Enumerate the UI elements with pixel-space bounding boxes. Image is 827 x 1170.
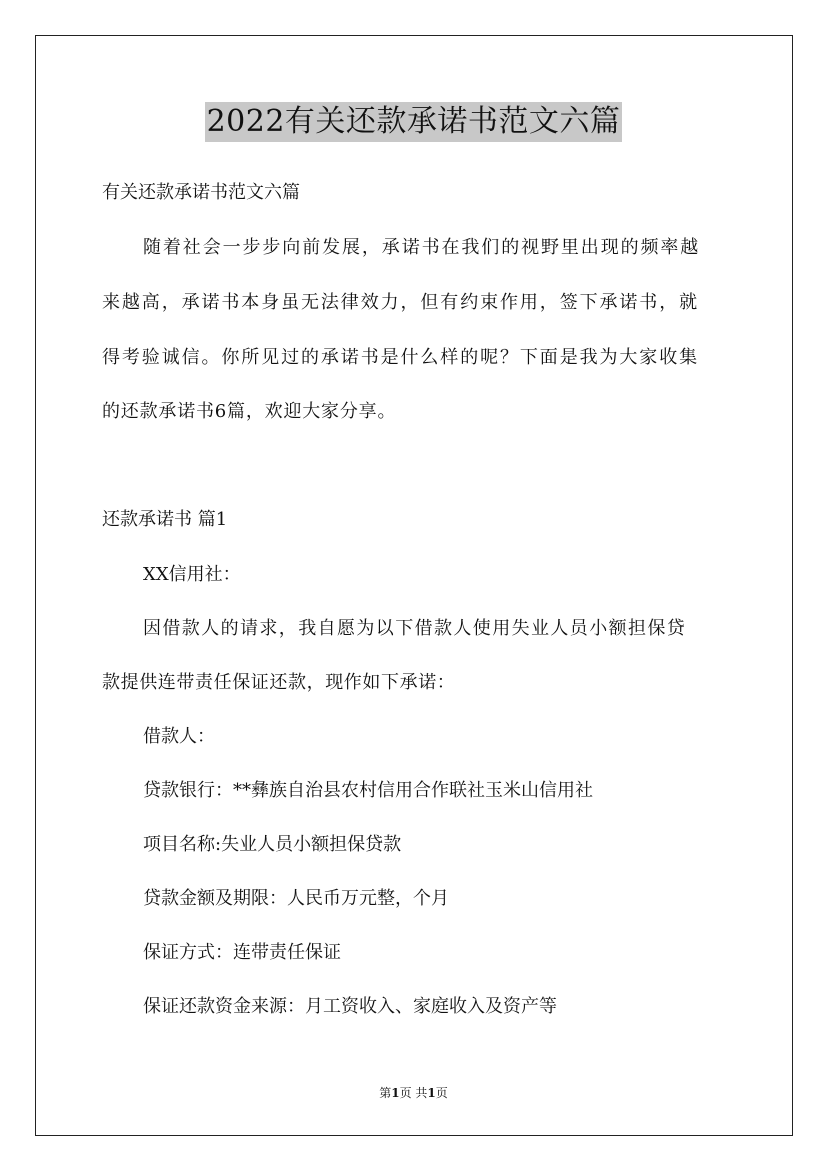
letter-addressee: XX信用社： (143, 564, 241, 585)
field-guarantee-method: 保证方式：连带责任保证 (143, 942, 341, 963)
footer-page-mid: 页 共 (399, 1086, 428, 1100)
page-footer (0, 1086, 827, 1100)
document-subtitle: 有关还款承诺书范文六篇 (102, 182, 300, 203)
footer-page-suffix: 页 (435, 1086, 448, 1100)
field-loan-amount-term: 贷款金额及期限：人民币万元整，个月 (143, 888, 449, 909)
section-heading: 还款承诺书 篇1 (102, 509, 228, 530)
field-repayment-source: 保证还款资金来源：月工资收入、家庭收入及资产等 (143, 996, 557, 1017)
intro-line-4: 的还款承诺书6篇，欢迎大家分享。 (102, 401, 397, 422)
body-line-2: 款提供连带责任保证还款，现作如下承诺： (102, 672, 456, 693)
field-borrower: 借款人： (143, 726, 215, 747)
footer-page-total: 1 (427, 1086, 436, 1100)
footer-page-prefix: 第 (379, 1086, 392, 1100)
intro-line-2: 来越高，承诺书本身虽无法律效力，但有约束作用，签下承诺书，就 (102, 292, 699, 313)
footer-page-current: 1 (391, 1086, 400, 1100)
body-line-1: 因借款人的请求，我自愿为以下借款人使用失业人员小额担保贷 (143, 618, 687, 639)
document-title: 2022有关还款承诺书范文六篇 (205, 102, 623, 142)
title-container (0, 102, 827, 142)
intro-line-3: 得考验诚信。你所见过的承诺书是什么样的呢？下面是我为大家收集 (102, 347, 699, 368)
field-project-name: 项目名称:失业人员小额担保贷款 (143, 834, 402, 855)
field-lending-bank: 贷款银行：**彝族自治县农村信用合作联社玉米山信用社 (143, 780, 593, 801)
intro-line-1: 随着社会一步步向前发展，承诺书在我们的视野里出现的频率越 (143, 237, 701, 258)
